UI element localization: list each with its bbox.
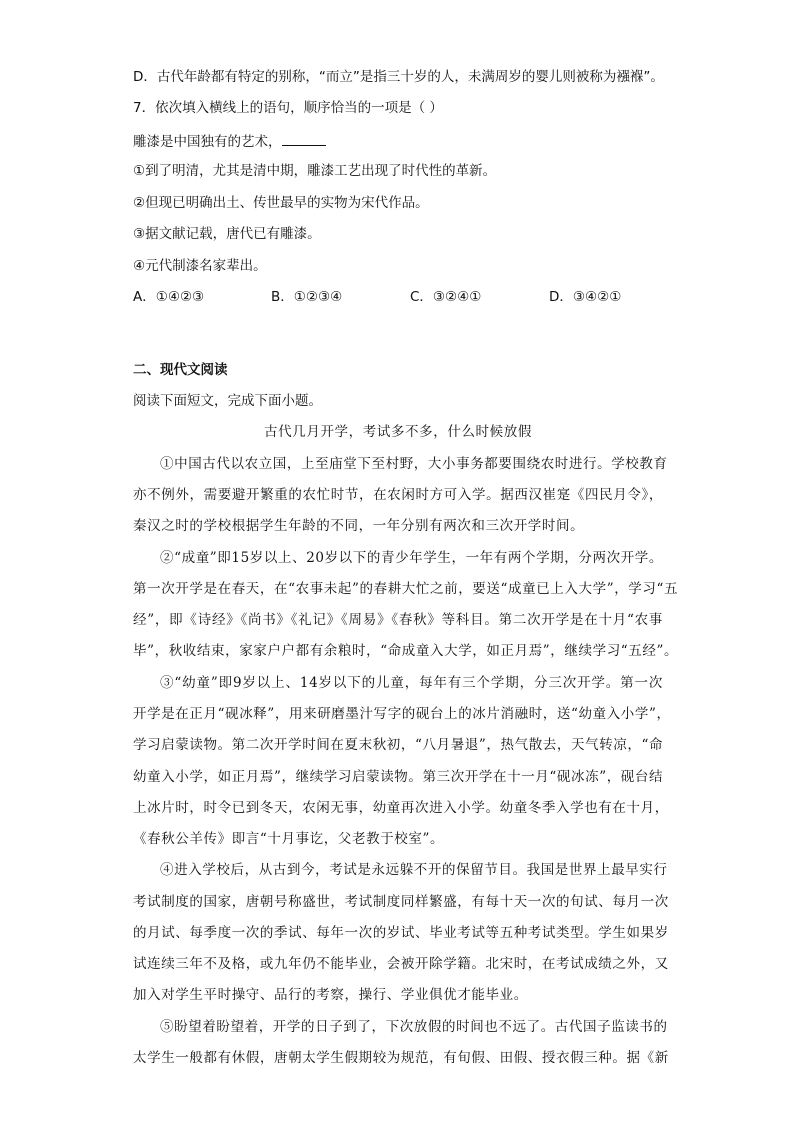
passage-line: 上冰片时，时令已到冬天，农闲无事，幼童再次进入小学。幼童冬季入学也有在十月， [133,800,669,816]
passage-line: ④进入学校后，从古到今，考试是永远躲不开的保留节目。我国是世界上最早实行 [160,862,668,878]
passage-line: 毕”，秋收结束，家家户户都有余粮时，“命成童入大学，如正月焉”，继续学习“五经”。 [133,643,679,659]
passage-line: ①中国古代以农立国，上至庙堂下至村野，大小事务都要围绕农时进行。学校教育 [160,456,668,472]
section-heading: 二、现代文阅读 [133,362,228,378]
passage-line: 考试制度的国家，唐朝号称盛世，考试制度同样繁盛，有每十天一次的旬试、每月一次 [133,894,669,910]
passage-line: 亦不例外，需要避开繁重的农忙时节，在农闲时方可入学。据西汉崔寔《四民月令》， [133,487,663,503]
passage-line: 学习启蒙读物。第二次开学时间在夏末秋初，“八月暑退”，热气散去，天气转凉，“命 [133,737,664,753]
question7-statement: ③据文献记载，唐代已有雕漆。 [133,226,321,242]
passage-line: 开学是在正月“砚冰释”，用来研磨墨汁写字的砚台上的冰片消融时，送“幼童入小学”， [133,706,671,722]
section-instruction: 阅读下面短文，完成下面小题。 [133,393,322,409]
passage-line: 太学生一般都有休假，唐朝太学生假期较为规范，有旬假、田假、授衣假三种。据《新 [133,1050,669,1066]
passage-line: ②“成童”即15岁以上、20岁以下的青少年学生，一年有两个学期，分两次开学。 [160,550,663,566]
question7-lead-text: 雕漆是中国独有的艺术， [133,134,282,150]
option-c: C．③②④① [410,289,482,305]
passage-line: 幼童入小学，如正月焉”，继续学习启蒙读物。第三次开学在十一月“砚冰冻”，砚台结 [133,769,664,785]
passage-line: 经”，即《诗经》《尚书》《礼记》《周易》《春秋》等科目。第二次开学是在十月“农事 [133,612,663,628]
question7-statement: ④元代制漆名家辈出。 [133,258,267,274]
passage-line: 加入对学生平时操守、品行的考察，操行、学业俱优才能毕业。 [133,987,528,1003]
option-a: A．①④②③ [133,289,205,305]
question7-statement: ②但现已明确出土、传世最早的实物为宋代作品。 [133,195,429,211]
passage-line: 《春秋公羊传》即言“十月事讫，父老教于校室”。 [133,831,445,847]
passage-title: 古代几月开学，考试多不多，什么时候放假 [264,424,532,440]
passage-line: ⑤盼望着盼望着，开学的日子到了，下次放假的时间也不远了。古代国子监读书的 [160,1019,668,1035]
option-b: B．①②③④ [271,289,343,305]
passage-line: ③“幼童”即9岁以上、14岁以下的儿童，每年有三个学期，分三次开学。第一次 [160,675,663,691]
question7-options [133,288,673,306]
passage-line: 秦汉之时的学校根据学生年龄的不同，一年分别有两次和三次开学时间。 [133,518,585,534]
option-d: D．③④②① [549,289,622,305]
question7-statement: ①到了明清，尤其是清中期，雕漆工艺出现了时代性的革新。 [133,163,497,179]
fill-in-blank [282,131,326,146]
question6-option-d: D．古代年龄都有特定的别称，“而立”是指三十岁的人，未满周岁的婴儿则被称为襁褓”。 [133,69,664,85]
passage-line: 的月试、每季度一次的季试、每年一次的岁试、毕业考试等五种考试类型。学生如果岁 [133,925,669,941]
question7-lead [133,131,673,151]
question7-stem: 7．依次填入横线上的语句，顺序恰当的一项是（ ） [133,100,443,116]
passage-line: 试连续三年不及格，或九年仍不能毕业，会被开除学籍。北宋时，在考试成绩之外，又 [133,956,669,972]
passage-line: 第一次开学是在春天，在“农事未起”的春耕大忙之前，要送“成童已上入大学”，学习“五 [133,581,679,597]
